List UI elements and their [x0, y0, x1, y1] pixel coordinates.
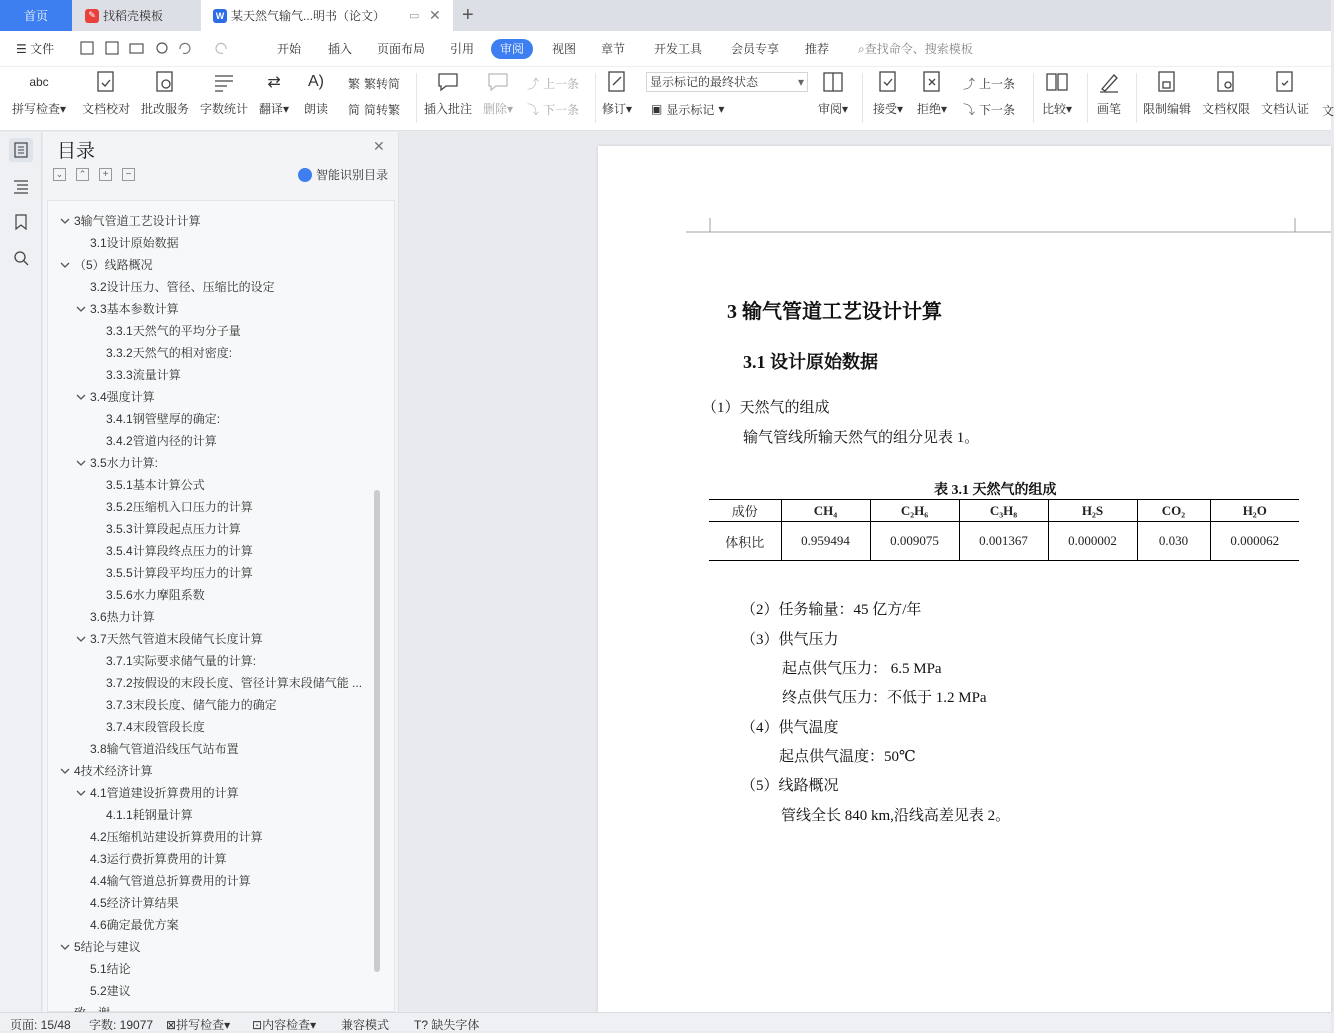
toc-item[interactable]: 3.3基本参数计算 — [90, 302, 179, 316]
word-count-icon — [212, 70, 236, 94]
toc-item[interactable]: 4.4输气管道总折算费用的计算 — [90, 874, 251, 888]
para-7: （4）供气温度 — [741, 720, 839, 736]
collapse-all-icon[interactable]: ⌄ — [53, 168, 66, 181]
compare-label: 比较 — [1042, 102, 1067, 116]
prev-comment-label: 上一条 — [543, 76, 580, 91]
spell-check-status-icon: ⊠ — [166, 1018, 177, 1032]
menu-bar — [0, 31, 1331, 67]
divider — [1033, 73, 1034, 123]
review-ribbon — [0, 67, 1334, 131]
menu-reference[interactable]: 引用 — [450, 42, 475, 56]
search-placeholder: 查找命令、搜索模板 — [864, 42, 973, 56]
doc-permission-icon — [1214, 70, 1238, 94]
document-page — [598, 146, 1331, 1012]
expand-chevron-icon[interactable] — [76, 634, 86, 644]
command-search[interactable] — [856, 39, 975, 59]
toc-item[interactable]: 4.2压缩机站建设折算费用的计算 — [90, 830, 263, 844]
expand-chevron-icon[interactable] — [76, 458, 86, 468]
table-cell: 体积比 — [709, 522, 781, 561]
toc-panel — [43, 132, 399, 1012]
tab-document[interactable] — [201, 0, 453, 31]
table-caption: 表 3.1 天然气的组成 — [934, 483, 1057, 498]
docer-logo-icon: ✎ — [85, 9, 99, 23]
next-change-icon: ⤵ — [963, 102, 976, 117]
pen-icon — [1097, 70, 1121, 94]
read-aloud-icon: A) — [308, 73, 324, 90]
table-header-cell: H₂S — [1048, 500, 1137, 522]
status-spell-label: 拼写检查 — [176, 1018, 225, 1032]
smart-toc-button[interactable] — [298, 166, 388, 183]
tab-home-label: 首页 — [23, 9, 48, 23]
close-tab-icon[interactable]: ✕ — [429, 7, 441, 23]
para-9: （5）线路概况 — [741, 778, 839, 794]
quick-access-toolbar[interactable] — [80, 41, 250, 57]
insert-comment-label: 插入批注 — [424, 102, 473, 116]
table-cell: 0.000062 — [1210, 522, 1299, 561]
close-panel-icon[interactable]: ✕ — [373, 138, 385, 154]
reject-button[interactable]: 拒绝▾ — [917, 70, 947, 117]
delete-comment-icon — [486, 70, 510, 94]
missing-font-label: 缺失字体 — [431, 1018, 480, 1032]
para-10: 管线全长 840 km,沿线高差见表 2。 — [781, 808, 1011, 824]
read-aloud-label: 朗读 — [304, 102, 329, 116]
toc-item[interactable]: （5）线路概况 — [74, 258, 153, 272]
trad-to-simp-label: 繁转简 — [364, 76, 401, 91]
table-cell: 0.009075 — [870, 522, 959, 561]
table-header-cell: C₃H₈ — [959, 500, 1048, 522]
trad-simp-icon: 繁 — [348, 76, 361, 91]
review-pane-label: 审阅 — [818, 102, 843, 116]
status-bar — [0, 1012, 1331, 1031]
toc-item[interactable]: 3.3.3流量计算 — [106, 368, 181, 382]
smart-toc-label: 智能识别目录 — [316, 168, 389, 182]
menu-review[interactable]: 审阅 — [491, 39, 533, 59]
trad-to-simp-button[interactable] — [348, 74, 400, 92]
prev-comment-icon: ⤴ — [527, 76, 540, 91]
next-comment-label: 下一条 — [543, 102, 580, 117]
table-cell: 0.959494 — [781, 522, 870, 561]
toc-item[interactable]: 5.1结论 — [90, 962, 131, 976]
divider — [1087, 73, 1088, 123]
insert-comment-icon — [436, 70, 460, 94]
insert-comment-button[interactable] — [424, 70, 472, 117]
doc-proof-button[interactable] — [82, 70, 130, 117]
table-header-cell: C₂H₆ — [870, 500, 959, 522]
para-1: （1）天然气的组成 — [702, 400, 830, 416]
ribbon-overflow-label[interactable]: 文 — [1322, 104, 1334, 118]
toc-item[interactable]: 3.2设计压力、管径、压缩比的设定 — [90, 280, 275, 294]
search-icon: ⌕ — [858, 42, 865, 56]
composition-table — [709, 499, 1299, 561]
show-markup-label: 显示标记 — [666, 102, 715, 117]
smart-ai-icon — [298, 168, 312, 182]
doc-permission-button[interactable] — [1202, 70, 1250, 117]
table-header-row — [709, 500, 1299, 522]
divider — [1136, 73, 1137, 123]
menu-developer[interactable]: 开发工具 — [654, 42, 703, 56]
doc-proof-label: 文档校对 — [82, 102, 131, 116]
menu-member[interactable]: 会员专享 — [731, 42, 780, 56]
expand-chevron-icon[interactable] — [76, 788, 86, 798]
para-6: 终点供气压力：不低于 1.2 MPa — [782, 690, 987, 706]
toc-item[interactable]: 3.1设计原始数据 — [90, 236, 179, 250]
review-pane-icon — [821, 70, 845, 94]
toc-item[interactable]: 3.5水力计算: — [90, 456, 159, 470]
table-header-cell: 成份 — [709, 500, 781, 522]
toc-item[interactable]: 3输气管道工艺设计计算 — [74, 214, 201, 228]
export-pdf-icon — [106, 42, 118, 54]
toc-item[interactable]: 3.7天然气管道末段储气长度计算 — [90, 632, 263, 646]
expand-chevron-icon[interactable] — [76, 304, 86, 314]
prev-comment-button[interactable] — [527, 74, 579, 92]
para-3: （2）任务输量：45 亿方/年 — [741, 602, 922, 618]
accept-icon — [876, 70, 900, 94]
toc-item[interactable]: 3.5.6水力摩阻系数 — [106, 588, 205, 602]
batch-service-button[interactable] — [141, 70, 189, 117]
pen-label: 画笔 — [1097, 102, 1122, 116]
toc-item[interactable]: 3.8输气管道沿线压气站布置 — [90, 742, 239, 756]
toc-item[interactable]: 3.3.1天然气的平均分子量 — [106, 324, 241, 338]
doc-proof-icon — [94, 70, 118, 94]
word-count-label: 字数统计 — [200, 102, 249, 116]
toc-item[interactable]: 4.5经济计算结果 — [90, 896, 179, 910]
next-change-button[interactable] — [963, 100, 1015, 118]
simp-to-trad-button[interactable] — [348, 100, 400, 118]
nav-strip — [0, 132, 42, 1012]
prev-change-button[interactable] — [963, 74, 1015, 92]
status-missing-font[interactable] — [414, 1016, 479, 1033]
track-changes-button[interactable]: 修订▾ — [602, 70, 632, 117]
doc-cert-icon — [1273, 70, 1297, 94]
toc-item[interactable]: 3.4.1钢管壁厚的确定: — [106, 412, 221, 426]
status-content-label: 内容检查 — [262, 1018, 311, 1032]
compare-button[interactable]: 比较▾ — [1042, 70, 1072, 117]
toc-item[interactable]: 5结论与建议 — [74, 940, 141, 954]
prev-change-label: 上一条 — [979, 76, 1016, 91]
table-header-cell: CH₄ — [781, 500, 870, 522]
tab-template[interactable] — [73, 0, 200, 31]
read-aloud-button[interactable] — [304, 70, 328, 117]
undo-icon — [180, 43, 190, 53]
para-2: 输气管线所输天然气的组分见表 1。 — [743, 430, 980, 446]
next-comment-icon: ⤵ — [527, 102, 540, 117]
toc-item[interactable]: 3.4.2管道内径的计算 — [106, 434, 217, 448]
expand-chevron-icon[interactable] — [60, 766, 70, 776]
batch-service-icon — [153, 70, 177, 94]
chapter-heading: 3 输气管道工艺设计计算 — [727, 301, 942, 323]
section-heading: 3.1 设计原始数据 — [743, 352, 878, 372]
menu-start[interactable]: 开始 — [277, 42, 302, 56]
toc-item[interactable]: 3.3.2天然气的相对密度: — [106, 346, 233, 360]
toc-title: 目录 — [57, 141, 96, 162]
divider — [862, 73, 863, 123]
menu-view[interactable]: 视图 — [552, 42, 577, 56]
next-comment-button[interactable] — [527, 100, 579, 118]
track-changes-icon — [605, 70, 629, 94]
word-count-indicator[interactable]: 字数: 19077 — [89, 1018, 154, 1032]
file-menu-label: 文件 — [30, 42, 55, 56]
translate-button[interactable]: ⇄ 翻译▾ — [259, 70, 289, 117]
add-level-icon[interactable]: + — [99, 168, 112, 181]
restrict-edit-label: 限制编辑 — [1143, 102, 1192, 116]
simp-trad-icon: 简 — [348, 102, 361, 117]
toc-item[interactable]: 4.1管道建设折算费用的计算 — [90, 786, 239, 800]
batch-service-label: 批改服务 — [141, 102, 190, 116]
compare-icon — [1045, 70, 1069, 94]
tab-document-label: 某天然气输气...明书（论文） — [231, 9, 386, 23]
toc-list — [47, 200, 395, 1012]
font-icon: T? — [414, 1018, 429, 1032]
translate-label: 翻译 — [259, 102, 284, 116]
header-rule — [686, 216, 1331, 242]
toc-item[interactable]: 3.7.2按假设的末段长度、管径计算末段储气能 ... — [106, 676, 363, 690]
lock-doc-icon — [1155, 70, 1179, 94]
menu-page-layout[interactable]: 页面布局 — [377, 42, 426, 56]
delete-comment-button[interactable]: 删除▾ — [483, 70, 513, 117]
translate-icon: ⇄ — [267, 74, 281, 91]
toc-scrollbar[interactable] — [374, 490, 380, 972]
para-4: （3）供气压力 — [741, 632, 839, 648]
dropdown-arrow-icon: ▾ — [797, 75, 804, 89]
table-header-cell: H₂O — [1210, 500, 1299, 522]
show-markup-button[interactable]: ▣ 显示标记 ▾ — [651, 102, 725, 117]
compat-mode: 兼容模式 — [341, 1018, 390, 1032]
toc-item[interactable]: 3.7.1实际要求储气量的计算: — [106, 654, 257, 668]
simp-to-trad-label: 简转繁 — [364, 102, 401, 117]
bookmark-icon[interactable] — [9, 210, 33, 234]
track-changes-label: 修订 — [602, 102, 627, 116]
hamburger-icon: ☰ — [16, 42, 27, 56]
expand-chevron-icon[interactable] — [60, 942, 70, 952]
chapter-nav-icon[interactable] — [9, 174, 33, 198]
markup-state-value: 显示标记的最终状态 — [650, 75, 759, 89]
menu-recommend[interactable]: 推荐 — [805, 42, 830, 56]
review-pane-button[interactable]: 审阅▾ — [818, 70, 848, 117]
toc-item[interactable]: 3.4强度计算 — [90, 390, 155, 404]
tab-bar — [0, 0, 1331, 31]
toc-item[interactable]: 3.5.3计算段起点压力计算 — [106, 522, 241, 536]
toc-toolbar — [53, 168, 135, 181]
doc-permission-label: 文档权限 — [1202, 102, 1251, 116]
find-icon[interactable] — [9, 246, 33, 270]
toc-item[interactable]: 3.5.2压缩机入口压力的计算 — [106, 500, 253, 514]
doc-cert-button[interactable] — [1261, 70, 1309, 117]
print-icon — [130, 44, 143, 53]
tab-template-label: 找稻壳模板 — [103, 9, 164, 23]
expand-chevron-icon[interactable] — [60, 260, 70, 270]
toc-item[interactable]: 4技术经济计算 — [74, 764, 153, 778]
toc-item[interactable]: 3.6热力计算 — [90, 610, 155, 624]
next-change-label: 下一条 — [979, 102, 1016, 117]
page-indicator[interactable]: 页面: 15/48 — [10, 1018, 71, 1032]
toc-item[interactable]: 3.7.3末段长度、储气能力的确定 — [106, 698, 277, 712]
pen-button[interactable] — [1097, 70, 1121, 117]
toc-item[interactable]: 3.5.4计算段终点压力的计算 — [106, 544, 253, 558]
toc-panel-icon[interactable] — [9, 138, 33, 162]
menu-insert[interactable]: 插入 — [328, 42, 353, 56]
accept-button[interactable]: 接受▾ — [873, 70, 903, 117]
expand-chevron-icon[interactable] — [60, 216, 70, 226]
table-header-cell: CO₂ — [1137, 500, 1210, 522]
spell-check-icon: abc — [29, 75, 49, 89]
menu-chapter[interactable]: 章节 — [601, 42, 626, 56]
spell-check-label: 拼写检查 — [12, 102, 61, 116]
new-tab-icon[interactable]: + — [462, 4, 474, 26]
toc-item[interactable]: 5.2建议 — [90, 984, 131, 998]
file-menu[interactable] — [14, 39, 56, 59]
show-markup-icon: ▣ — [651, 102, 663, 116]
remove-level-icon[interactable]: − — [122, 168, 135, 181]
divider — [416, 73, 417, 123]
para-8: 起点供气温度：50℃ — [779, 749, 916, 765]
table-cell: 0.030 — [1137, 522, 1210, 561]
redo-icon — [216, 43, 226, 53]
save-icon — [81, 42, 93, 54]
expand-up-icon[interactable]: ⌃ — [76, 168, 89, 181]
accept-label: 接受 — [873, 102, 898, 116]
reject-label: 拒绝 — [917, 102, 942, 116]
divider — [595, 73, 596, 123]
para-5: 起点供气压力： 6.5 MPa — [782, 661, 942, 677]
markup-state-select[interactable] — [646, 72, 808, 92]
toc-item[interactable]: 4.1.1耗钢量计算 — [106, 808, 193, 822]
pin-icon[interactable]: ▭ — [409, 10, 420, 22]
status-content-check[interactable]: ⊡内容检查▾ — [252, 1018, 317, 1032]
delete-label: 删除 — [483, 102, 508, 116]
toc-item[interactable]: 3.5.1基本计算公式 — [106, 478, 205, 492]
doc-cert-label: 文档认证 — [1261, 102, 1310, 116]
reject-icon — [920, 70, 944, 94]
spell-check-button[interactable]: abc 拼写检查▾ — [12, 70, 66, 117]
expand-chevron-icon[interactable] — [76, 392, 86, 402]
toc-item[interactable]: 4.3运行费折算费用的计算 — [90, 852, 227, 866]
writer-doc-icon: W — [213, 9, 227, 23]
print-preview-icon — [157, 43, 167, 53]
toc-item[interactable]: 4.6确定最优方案 — [90, 918, 179, 932]
toc-item[interactable]: 3.7.4末段管段长度 — [106, 720, 205, 734]
word-count-button[interactable] — [200, 70, 248, 117]
content-check-icon: ⊡ — [252, 1018, 263, 1032]
toc-item[interactable]: 3.5.5计算段平均压力的计算 — [106, 566, 253, 580]
table-row — [709, 522, 1299, 561]
table-cell: 0.001367 — [959, 522, 1048, 561]
restrict-edit-button[interactable] — [1143, 70, 1191, 117]
table-cell: 0.000002 — [1048, 522, 1137, 561]
status-spell-check[interactable]: ⊠拼写检查▾ — [166, 1018, 231, 1032]
prev-change-icon: ⤴ — [963, 76, 976, 91]
tab-home[interactable] — [0, 0, 72, 31]
